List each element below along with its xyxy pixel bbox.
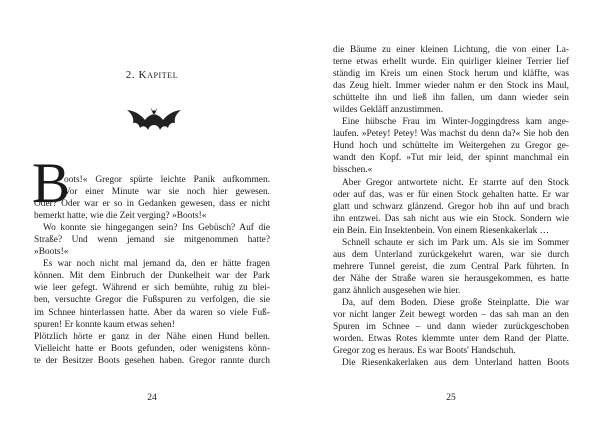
text-line: ihn entzwei. Das sah nicht aus wie ein Stock. Sondern wie <box>333 213 569 224</box>
text-line: bemerkt hatte, wie die Zeit verging? »Boots!« <box>34 211 207 222</box>
text-line: ein Bein. Ein Insektenbein. Von einem Riesenkakerlak … <box>333 225 550 236</box>
right-text-block <box>333 44 569 369</box>
text-line: wildes Gekläff anzustimmen. <box>333 105 443 116</box>
text-line: glatt und schwarz glänzend. Gregor hob ihn auf und brach <box>333 201 569 212</box>
text-line: schüttelte ihn und ließ ihn fallen, um dann wieder sein <box>333 93 569 104</box>
left-text-block <box>34 174 270 367</box>
text-line: oder auf das, was er für einen Stock gehalten hatte. Er war <box>333 189 569 200</box>
text-line: »Boots!« <box>34 247 69 258</box>
bat-icon <box>125 105 183 143</box>
text-line: im Schnee hinterlassen hatte. Aber da waren so viele Fuß- <box>34 307 270 318</box>
text-line: Gregor zog es heraus. Es war Boots' Handschuh. <box>333 346 516 357</box>
text-line: mehrere Tunnel gereist, die zum Central Park führten. In <box>333 261 569 272</box>
text-line: ständig im Kreis um einen Stock herum und kläffte, was <box>333 69 569 80</box>
text-line: Es war noch nicht mal jemand da, den er hätte fragen <box>43 259 270 270</box>
text-line: Straße? Und wenn jemand sie mitgenommen hatte? <box>34 235 270 246</box>
text-line: spuren! Er konnte kaum etwas sehen! <box>34 319 175 330</box>
text-line: Spuren im Schnee – und dann wieder zurückgeschoben <box>333 322 569 333</box>
text-line: ben, versuchte Gregor die Fußspuren zu verfolgen, die sie <box>34 295 270 306</box>
text-line: ganz ähnlich ausgesehen wie hier. <box>333 285 461 296</box>
text-line: Vielleicht hatte er Boots gefunden, oder wenigstens könn- <box>34 343 270 354</box>
text-line: wie leer gefegt. Während er sich bemühte, ruhig zu blei- <box>34 283 270 294</box>
text-line: können. Mit dem Einbruch der Dunkelheit war der Park <box>34 271 270 282</box>
text-line: vor nicht langer Zeit bewegt worden – das sah man an den <box>333 310 569 321</box>
text-line: Schnell schaute er sich im Park um. Als sie im Sommer <box>342 237 569 248</box>
text-line: laufen. »Petey! Petey! Was machst du denn da?« Sie hob den <box>333 129 569 140</box>
chapter-title: 2. Kapitel <box>125 69 179 81</box>
right-page <box>333 0 569 439</box>
text-line: Eine hübsche Frau im Winter-Joggingdress kam ange- <box>342 117 569 128</box>
drop-cap: B <box>32 152 71 215</box>
text-line: das Zeug hielt. Immer wieder nahm er den Stock ins Maul, <box>333 81 569 92</box>
text-line: te der Besitzer Boots gesehen haben. Gregor rannte durch <box>34 355 270 366</box>
text-line: Die Riesenkakerlaken aus dem Unterland hatten Boots <box>342 358 569 369</box>
text-line: Oder? Oder war er so in Gedanken gewesen, dass er nicht <box>34 199 270 210</box>
text-line: wandt den Kopf. »Tut mir leid, der spinnt manchmal ein <box>333 153 569 164</box>
left-page <box>34 0 270 439</box>
text-line: terne etwas erhellt wurde. Ein quirliger kleiner Terrier lief <box>333 57 569 68</box>
text-line: die Bäume zu einer kleinen Lichtung, die von einer La- <box>333 45 569 55</box>
text-line: bisschen.« <box>333 165 373 176</box>
page-number: 24 <box>147 393 157 403</box>
text-line: der Nähe der Straße waren sie herausgekommen, es hatte <box>333 273 569 284</box>
text-line: Wo konnte sie hingegangen sein? Ins Gebüsch? Auf die <box>43 223 270 234</box>
page-number: 25 <box>446 393 456 403</box>
text-line: Da, auf dem Boden. Diese große Steinplatte. Die war <box>342 297 569 308</box>
text-line: Vor einer Minute war sie noch hier gewesen. <box>64 187 270 198</box>
text-line: worden. Etwas Rotes klemmte unter dem Rand der Platte. <box>333 334 569 345</box>
text-line: oots!« Gregor spürte leichte Panik aufkommen. <box>64 175 270 185</box>
text-line: aus dem Unterland zurückgekehrt waren, war sie durch <box>333 249 569 260</box>
text-line: Hund hoch und schüttelte im Weitergehen zu Gregor ge- <box>333 141 569 152</box>
text-line: Plötzlich hörte er ganz in der Nähe einen Hund bellen. <box>34 331 270 342</box>
text-line: Aber Gregor antwortete nicht. Er starrte auf den Stock <box>342 177 569 188</box>
